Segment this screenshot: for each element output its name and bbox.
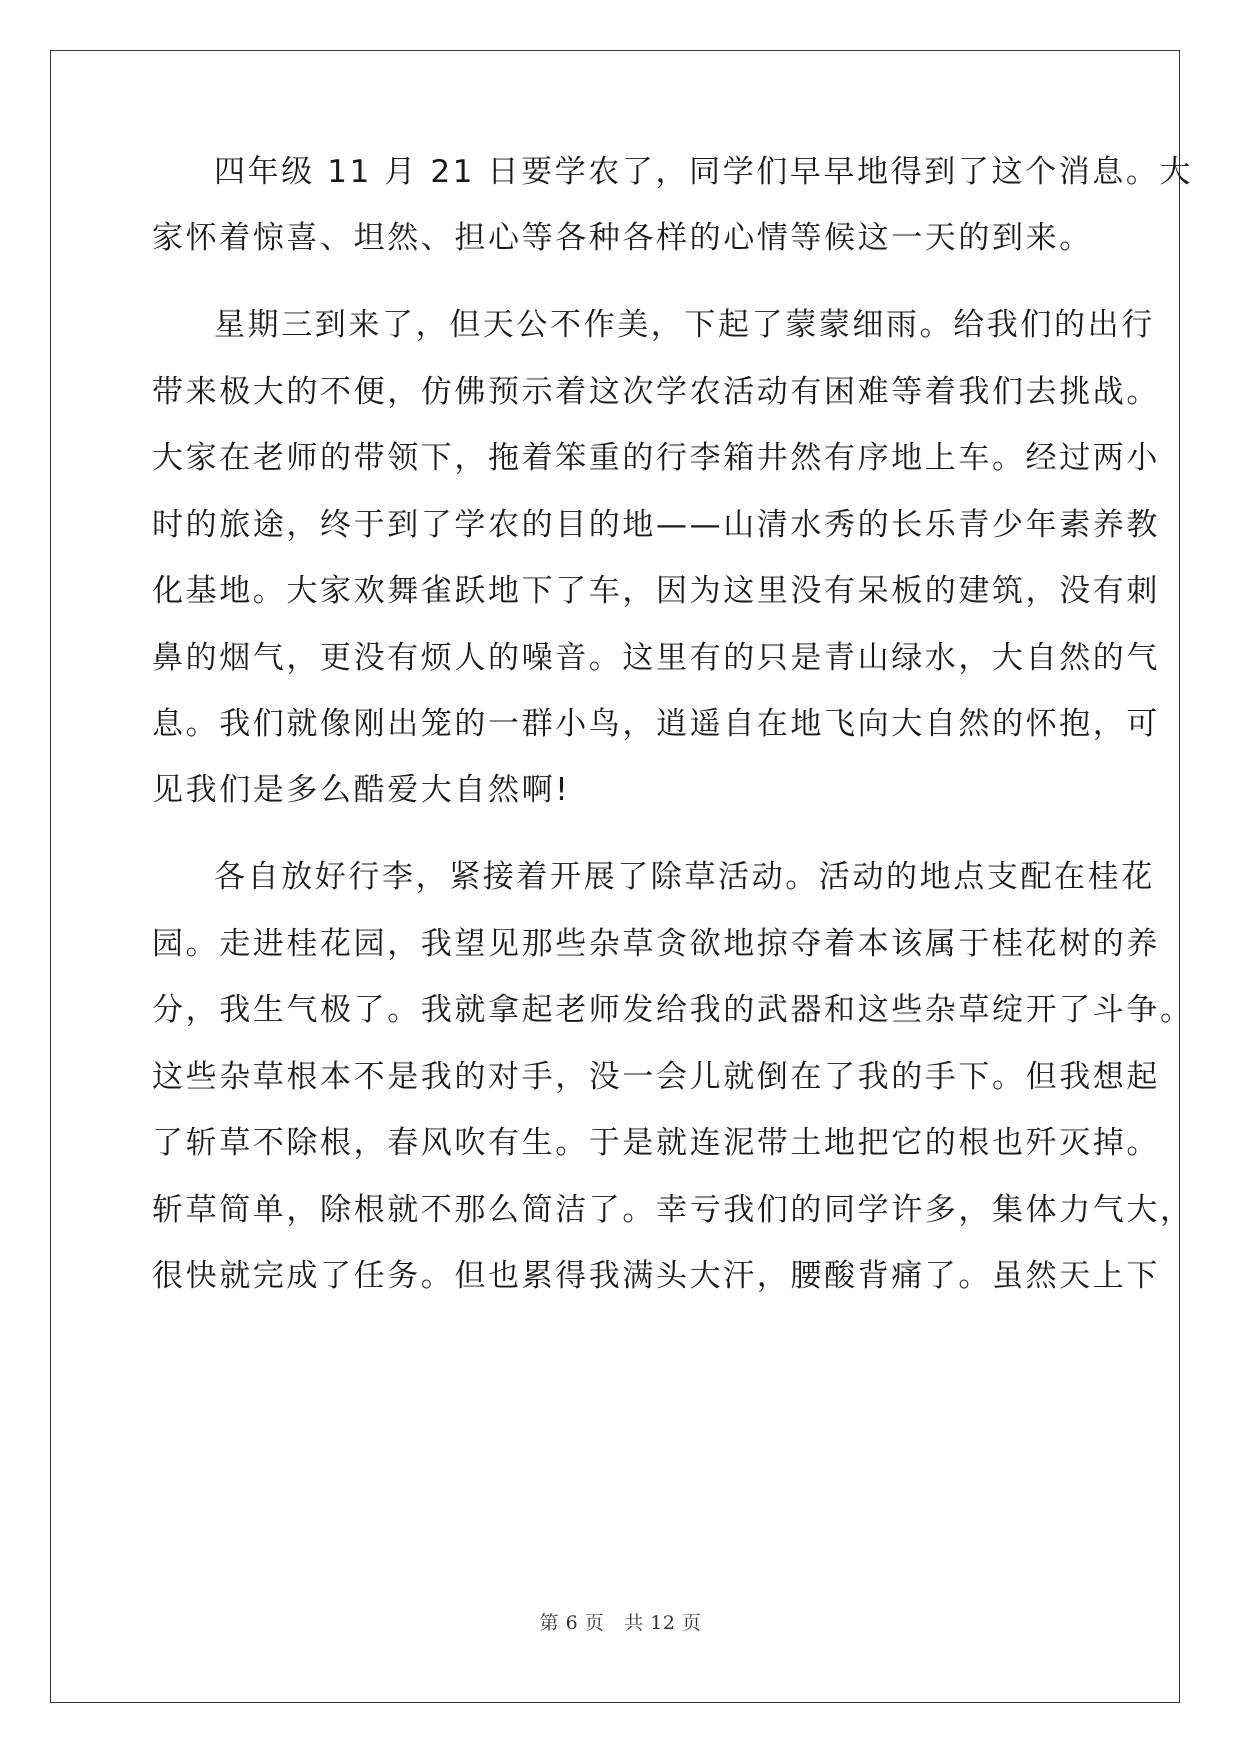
paragraph-2-line-3: 大家在老师的带领下，拖着笨重的行李箱井然有序地上车。经过两小 (152, 440, 1160, 476)
paragraph-1-line-2: 家怀着惊喜、坦然、担心等各种各样的心情等候这一天的到来。 (152, 220, 1093, 256)
paragraph-1-line-1: 四年级 11 月 21 日要学农了，同学们早早地得到了这个消息。大 (214, 154, 1194, 190)
page-total: 共 12 页 (624, 1612, 702, 1634)
paragraph-2-line-6: 鼻的烟气，更没有烦人的噪音。这里有的只是青山绿水，大自然的气 (152, 640, 1160, 676)
paragraph-3-line-1: 各自放好行李，紧接着开展了除草活动。活动的地点支配在桂花 (214, 859, 1155, 895)
paragraph-3-line-7: 很快就完成了任务。但也累得我满头大汗，腰酸背痛了。虽然天上下 (152, 1258, 1160, 1294)
paragraph-2-line-7: 息。我们就像刚出笼的一群小鸟，逍遥自在地飞向大自然的怀抱，可 (152, 706, 1160, 742)
paragraph-3-line-6: 斩草简单，除根就不那么简洁了。幸亏我们的同学许多，集体力气大， (152, 1192, 1194, 1228)
paragraph-3-line-3: 分，我生气极了。我就拿起老师发给我的武器和这些杂草绽开了斗争。 (152, 992, 1194, 1028)
paragraph-2-line-8: 见我们是多么酷爱大自然啊! (152, 772, 571, 808)
paragraph-2-line-1: 星期三到来了，但天公不作美，下起了蒙蒙细雨。给我们的出行 (214, 307, 1155, 343)
page-number: 第 6 页 (539, 1612, 605, 1634)
paragraph-3-line-2: 园。走进桂花园，我望见那些杂草贪欲地掠夺着本该属于桂花树的养 (152, 926, 1160, 962)
paragraph-3-line-5: 了斩草不除根，春风吹有生。于是就连泥带土地把它的根也歼灭掉。 (152, 1125, 1160, 1161)
page-footer (0, 1608, 1241, 1635)
paragraph-2-line-5: 化基地。大家欢舞雀跃地下了车，因为这里没有呆板的建筑，没有刺 (152, 573, 1160, 609)
paragraph-3-line-4: 这些杂草根本不是我的对手，没一会儿就倒在了我的手下。但我想起 (152, 1059, 1160, 1095)
paragraph-2-line-4: 时的旅途，终于到了学农的目的地——山清水秀的长乐青少年素养教 (152, 507, 1160, 543)
paragraph-2-line-2: 带来极大的不便，仿佛预示着这次学农活动有困难等着我们去挑战。 (152, 374, 1160, 410)
